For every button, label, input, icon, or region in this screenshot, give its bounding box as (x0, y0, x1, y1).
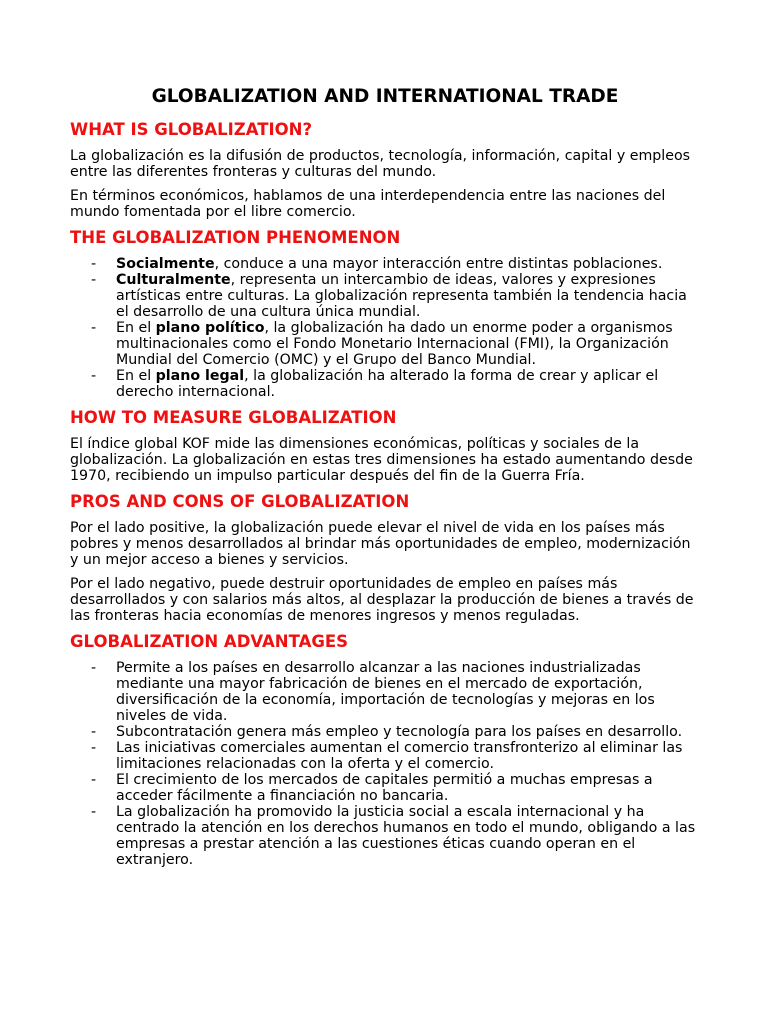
list-item: - En el plano político, la globalización ha dado un enorme poder a organismos multinacionales como el Fondo Monetario Internacional (FMI), la Organización Mundial del Comercio (OMC) y el Grupo del Banco Mundial. (91, 320, 673, 368)
dash-bullet: - (91, 368, 97, 384)
dash-bullet: - (91, 256, 97, 272)
list-item: - Culturalmente, representa un intercambio de ideas, valores y expresiones artísticas entre culturas. La globalización representa también la tendencia hacia el desarrollo de una cultura única mundial. (91, 272, 687, 320)
paragraph: El índice global KOF mide las dimensiones económicas, políticas y sociales de la globalización. La globalización en estas tres dimensiones ha estado aumentando desde 1970, recibiendo un impulso particular después del fin de la Guerra Fría. (70, 436, 693, 484)
section-heading-measure: HOW TO MEASURE GLOBALIZATION (70, 408, 397, 427)
list-item: - En el plano legal, la globalización ha alterado la forma de crear y aplicar el derecho internacional. (91, 368, 659, 400)
section-heading-what-is-globalization: WHAT IS GLOBALIZATION? (70, 120, 313, 139)
list-item: - El crecimiento de los mercados de capitales permitió a muchas empresas a acceder fácilmente a financiación no bancaria. (91, 772, 653, 804)
paragraph: La globalización es la difusión de productos, tecnología, información, capital y empleos entre las diferentes fronteras y culturas del mundo. (70, 148, 691, 180)
document-page (70, 86, 700, 876)
dash-bullet: - (91, 724, 97, 740)
document-title: GLOBALIZATION AND INTERNATIONAL TRADE (151, 86, 619, 107)
list-item: - Socialmente, conduce a una mayor interacción entre distintas poblaciones. (91, 256, 663, 272)
dash-bullet: - (91, 740, 97, 756)
dash-bullet: - (91, 320, 97, 336)
advantages-list (70, 660, 700, 868)
dash-bullet: - (91, 272, 97, 288)
section-heading-phenomenon: THE GLOBALIZATION PHENOMENON (70, 228, 401, 247)
dash-bullet: - (91, 772, 97, 788)
section-heading-advantages: GLOBALIZATION ADVANTAGES (70, 632, 349, 651)
list-item: - Subcontratación genera más empleo y tecnología para los países en desarrollo. (91, 724, 683, 740)
section-heading-pros-cons: PROS AND CONS OF GLOBALIZATION (70, 492, 410, 511)
list-item: - Permite a los países en desarrollo alcanzar a las naciones industrializadas mediante una mayor fabricación de bienes en el mercado de exportación, diversificación de la economía, importación de tecnologías y mejoras en los niveles de vida. (91, 660, 655, 724)
phenomenon-list (70, 256, 700, 400)
paragraph: Por el lado negativo, puede destruir oportunidades de empleo en países más desarrollados y con salarios más altos, al desplazar la producción de bienes a través de las fronteras hacia economías de menores ingresos y menos reguladas. (70, 576, 694, 624)
paragraph: Por el lado positive, la globalización puede elevar el nivel de vida en los países más pobres y menos desarrollados al brindar más oportunidades de empleo, modernización y un mejor acceso a bienes y servicios. (70, 520, 691, 568)
list-item: - La globalización ha promovido la justicia social a escala internacional y ha centrado la atención en los derechos humanos en todo el mundo, obligando a las empresas a prestar atención a las cuestiones éticas cuando operan en el extranjero. (91, 804, 696, 868)
list-item: - Las iniciativas comerciales aumentan el comercio transfronterizo al eliminar las limitaciones relacionadas con la oferta y el comercio. (91, 740, 683, 772)
dash-bullet: - (91, 804, 97, 820)
dash-bullet: - (91, 660, 97, 676)
paragraph: En términos económicos, hablamos de una interdependencia entre las naciones del mundo fomentada por el libre comercio. (70, 188, 666, 220)
